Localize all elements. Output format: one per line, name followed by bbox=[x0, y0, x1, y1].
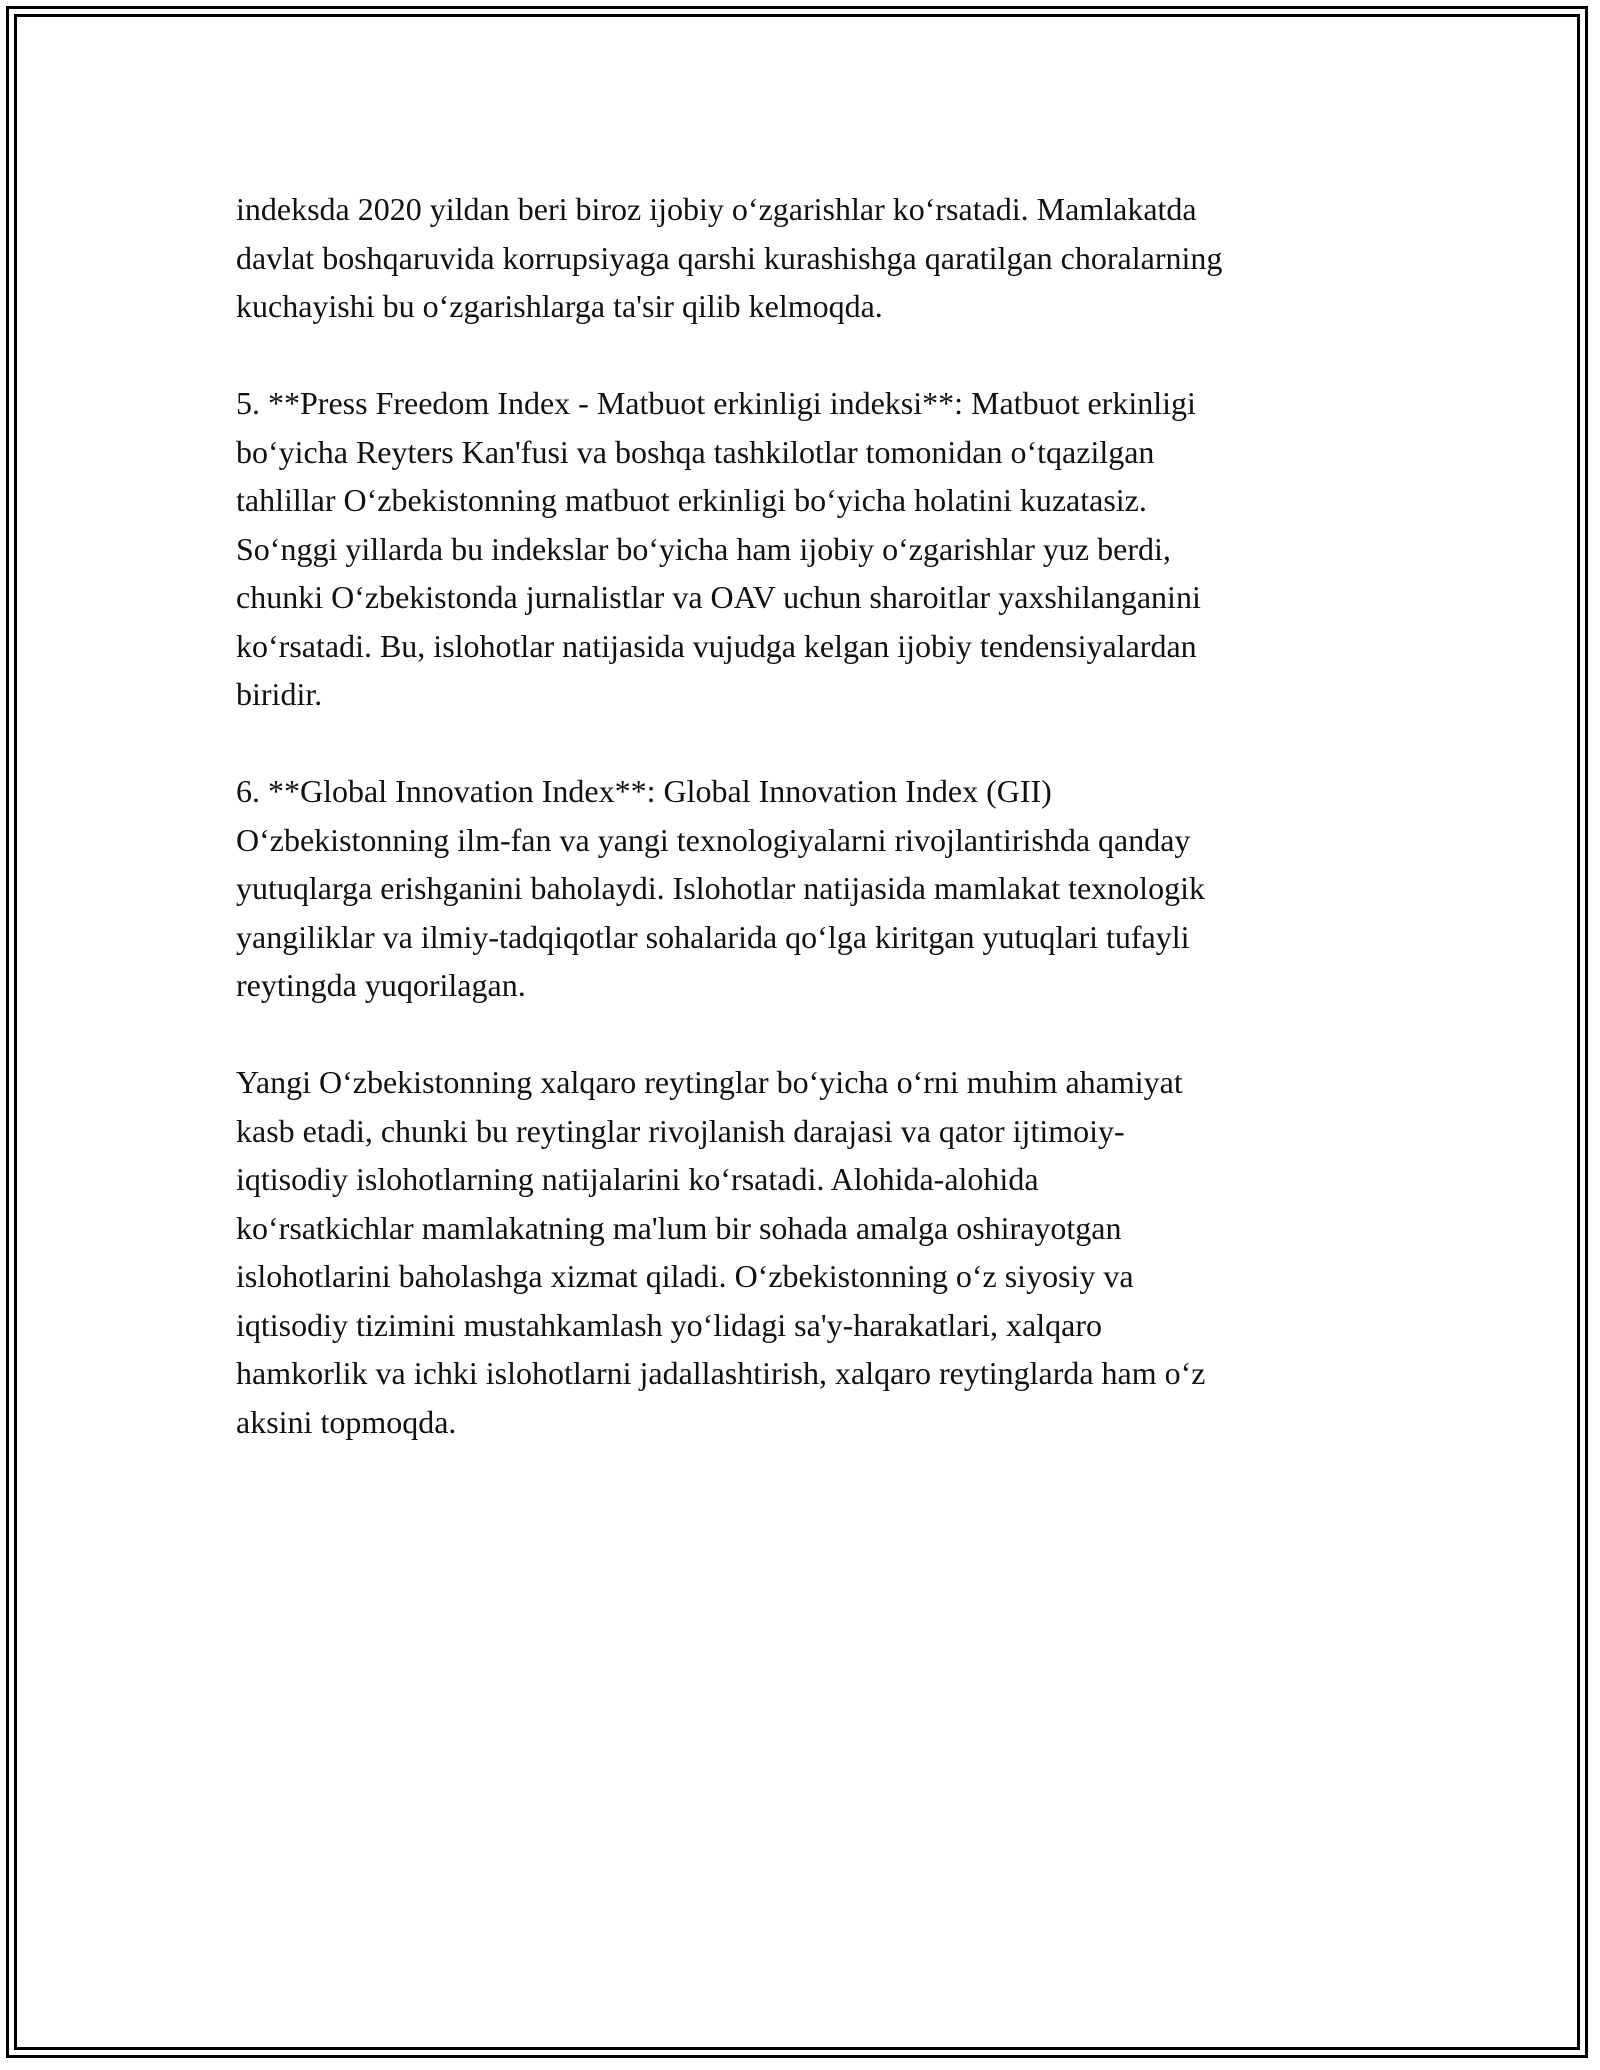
document-body bbox=[236, 185, 1386, 1495]
paragraph-global-innovation-index: 6. **Global Innovation Index**: Global Innovation Index (GII) O‘zbekistonning ilm-fan va yangi texnologiyalarni rivojlantirishda qanday yutuqlarga erishganini baholaydi. Islohotlar natijasida mamlakat texnologik yangiliklar va ilmiy-tadqiqotlar sohalarida qo‘lga kiritgan yutuqlari tufayli reytingda yuqorilagan. bbox=[236, 773, 1205, 1003]
paragraph-corruption-index-continued: indeksda 2020 yildan beri biroz ijobiy o‘zgarishlar ko‘rsatadi. Mamlakatda davlat boshqaruvida korrupsiyaga qarshi kurashishga qaratilgan choralarning kuchayishi bu o‘zgarishlarga ta'sir qilib kelmoqda. bbox=[236, 191, 1223, 324]
paragraph-press-freedom-index: 5. **Press Freedom Index - Matbuot erkinligi indeksi**: Matbuot erkinligi bo‘yicha Reyters Kan'fusi va boshqa tashkilotlar tomonidan o‘tqazilgan tahlillar O‘zbekistonning matbuot erkinligi bo‘yicha holatini kuzatasiz. So‘nggi yillarda bu indekslar bo‘yicha ham ijobiy o‘zgarishlar yuz berdi, chunki O‘zbekistonda jurnalistlar va OAV uchun sharoitlar yaxshilanganini ko‘rsatadi. Bu, islohotlar natijasida vujudga kelgan ijobiy tendensiyalardan biridir. bbox=[236, 385, 1201, 712]
paragraph-conclusion: Yangi O‘zbekistonning xalqaro reytinglar bo‘yicha o‘rni muhim ahamiyat kasb etadi, chunki bu reytinglar rivojlanish darajasi va qator ijtimoiy- iqtisodiy islohotlarning natijalarini ko‘rsatadi. Alohida-alohida ko‘rsatkichlar mamlakatning ma'lum bir sohada amalga oshirayotgan islohotlarini baholashga xizmat qiladi. O‘zbekistonning o‘z siyosiy va iqtisodiy tizimini mustahkamlash yo‘lidagi sa'y-harakatlari, xalqaro hamkorlik va ichki islohotlarni jadallashtirish, xalqaro reytinglarda ham o‘z aksini topmoqda. bbox=[236, 1064, 1206, 1440]
